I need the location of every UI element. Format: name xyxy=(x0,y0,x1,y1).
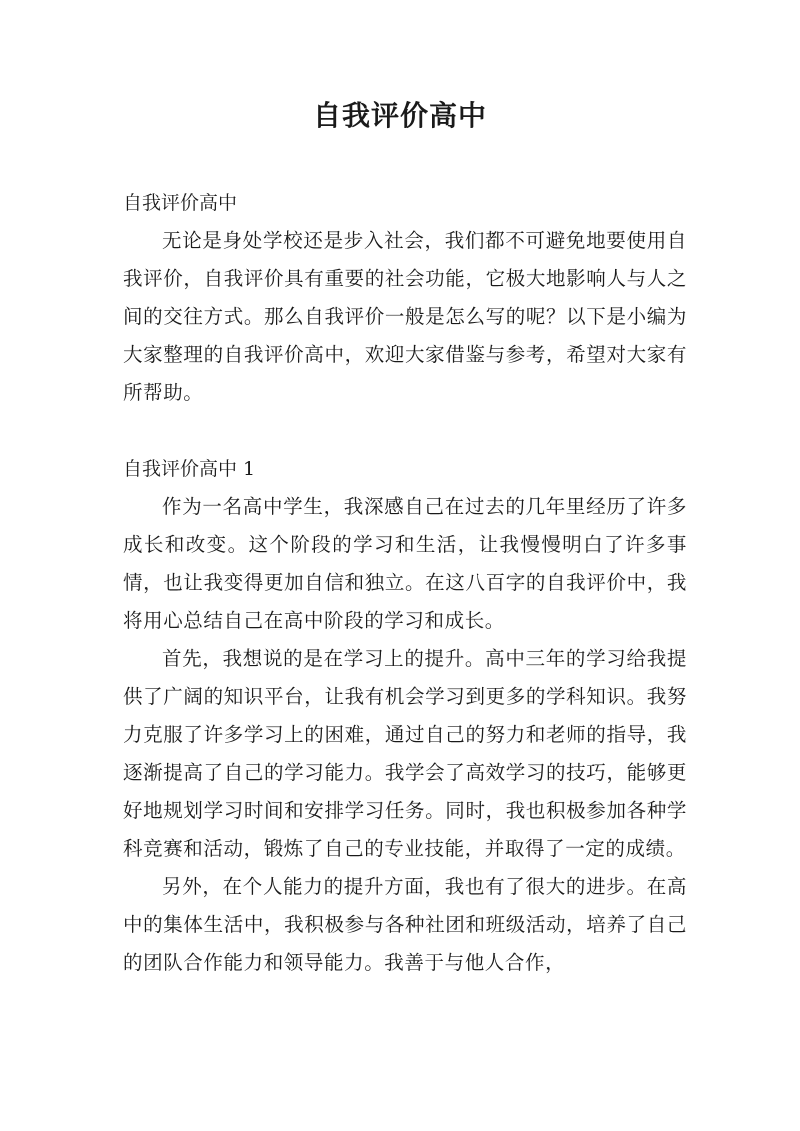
intro-heading: 自我评价高中 xyxy=(123,192,238,214)
intro-paragraph: 无论是身处学校还是步入社会，我们都不可避免地要使用自我评价，自我评价具有重要的社会功能，它极大地影响人与人之间的交往方式。那么自我评价一般是怎么写的呢？以下是小编为大家整理的自我评价高中，欢迎大家借鉴与参考，希望对大家有所帮助。 xyxy=(123,229,687,404)
section-1-paragraph-1: 作为一名高中学生，我深感自己在过去的几年里经历了许多成长和改变。这个阶段的学习和生活，让我慢慢明白了许多事情，也让我变得更加自信和独立。在这八百字的自我评价中，我将用心总结自己在高中阶段的学习和成长。 xyxy=(123,495,687,632)
section-1-paragraph-3: 另外，在个人能力的提升方面，我也有了很大的进步。在高中的集体生活中，我积极参与各种社团和班级活动，培养了自己的团队合作能力和领导能力。我善于与他人合作， xyxy=(123,875,687,974)
section-1-paragraph-2: 首先，我想说的是在学习上的提升。高中三年的学习给我提供了广阔的知识平台，让我有机会学习到更多的学科知识。我努力克服了许多学习上的困难，通过自己的努力和老师的指导，我逐渐提高了自己的学习能力。我学会了高效学习的技巧，能够更好地规划学习时间和安排学习任务。同时，我也积极参加各种学科竞赛和活动，锻炼了自己的专业技能，并取得了一定的成绩。 xyxy=(123,647,687,860)
document-title: 自我评价高中 xyxy=(312,99,487,132)
document-body xyxy=(123,184,687,982)
section-spacer xyxy=(123,412,687,450)
section-1-heading: 自我评价高中 1 xyxy=(123,458,256,480)
